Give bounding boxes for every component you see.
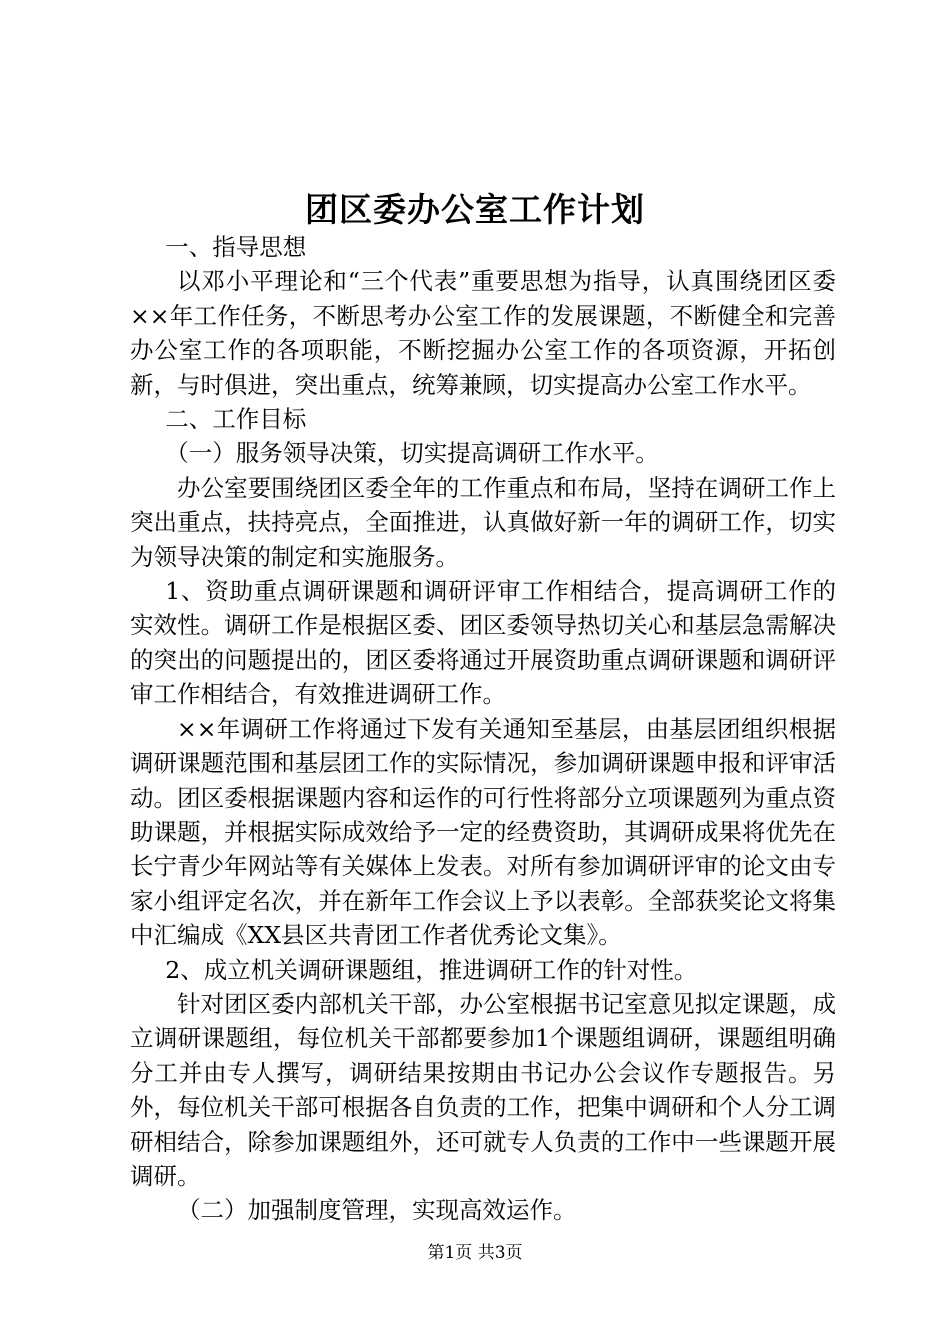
paragraph: 以邓小平理论和“三个代表”重要思想为指导，认真围绕团区委××年工作任务，不断思考办公室工作的发展课题，不断健全和完善办公室工作的各项职能，不断挖掘办公室工作的各项资源，开拓创新，与时俱进，突出重点，统筹兼顾，切实提高办公室工作水平。 <box>130 267 836 399</box>
subsection-heading: （一）服务领导决策，切实提高调研工作水平。 <box>165 439 659 468</box>
paragraph: 针对团区委内部机关干部，办公室根据书记室意见拟定课题，成立调研课题组，每位机关干部都要参加1个课题组调研，课题组明确分工并由专人撰写，调研结果按期由书记办公会议作专题报告。另外，每位机关干部可根据各自负责的工作，把集中调研和个人分工调研相结合，除参加课题组外，还可就专人负责的工作中一些课题开展调研。 <box>130 989 836 1190</box>
section-heading: 一、指导思想 <box>165 233 307 261</box>
paragraph: 1、资助重点调研课题和调研评审工作相结合，提高调研工作的实效性。调研工作是根据区委、团区委领导热切关心和基层急需解决的突出的问题提出的，团区委将通过开展资助重点调研课题和调研评审工作相结合，有效推进调研工作。 <box>130 577 836 709</box>
document-title: 团区委办公室工作计划 <box>305 190 645 229</box>
section-heading: 二、工作目标 <box>165 405 307 434</box>
paragraph: 2、成立机关调研课题组，推进调研工作的针对性。 <box>165 955 698 984</box>
paragraph: ××年调研工作将通过下发有关通知至基层，由基层团组织根据调研课题范围和基层团工作的实际情况，参加调研课题申报和评审活动。团区委根据课题内容和运作的可行性将部分立项课题列为重点资助课题，并根据实际成效给予一定的经费资助，其调研成果将优先在长宁青少年网站等有关媒体上发表。对所有参加调研评审的论文由专家小组评定名次，并在新年工作会议上予以表彰。全部获奖论文将集中汇编成《XX县区共青团工作者优秀论文集》。 <box>130 714 836 950</box>
subsection-heading: （二）加强制度管理，实现高效运作。 <box>177 1196 577 1225</box>
paragraph: 办公室要围绕团区委全年的工作重点和布局，坚持在调研工作上突出重点，扶持亮点，全面推进，认真做好新一年的调研工作，切实为领导决策的制定和实施服务。 <box>130 473 836 571</box>
page-footer: 第1页 共3页 <box>427 1243 523 1263</box>
document-body <box>130 230 836 1228</box>
